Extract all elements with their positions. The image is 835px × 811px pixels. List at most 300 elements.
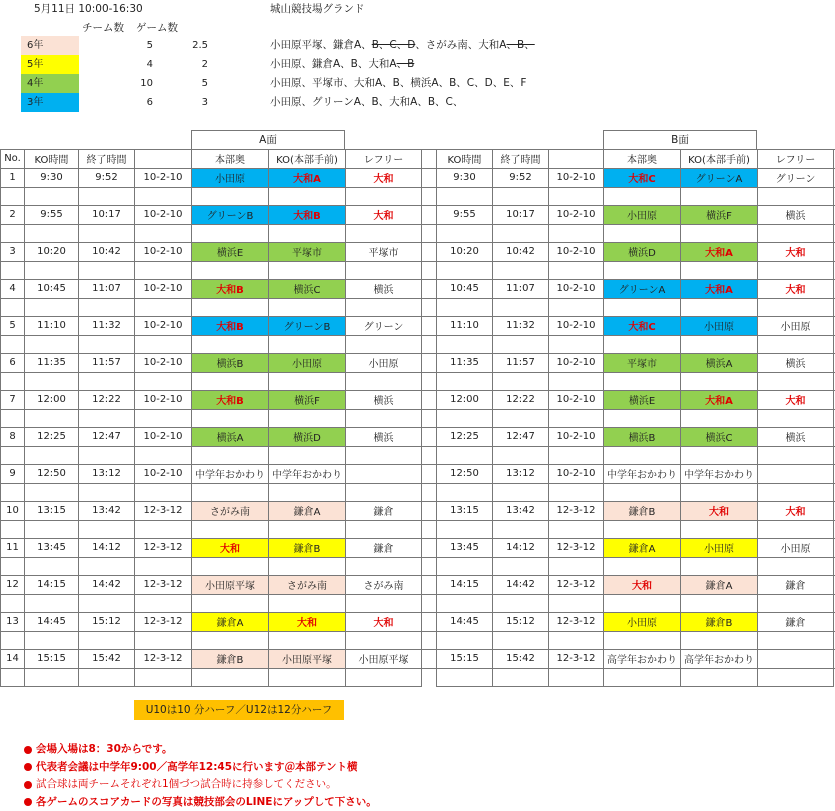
end-time: 10:17	[78, 205, 134, 224]
table-cell	[268, 483, 345, 501]
match-number: 11	[0, 538, 24, 557]
header-format	[548, 149, 603, 168]
end-time: 14:12	[492, 538, 548, 557]
table-cell	[78, 594, 134, 612]
end-time: 13:42	[78, 501, 134, 520]
table-row	[0, 538, 835, 557]
header-home-side: 本部奥	[603, 149, 680, 168]
note-item	[24, 776, 377, 794]
table-cell	[24, 483, 78, 501]
away-team: 大和A	[680, 242, 757, 261]
header-front-side: KO(本部手前)	[268, 149, 345, 168]
referee: 鎌倉	[757, 575, 834, 594]
kickoff-time: 11:10	[436, 316, 492, 335]
match-format: 10-2-10	[134, 168, 191, 187]
match-number: 12	[0, 575, 24, 594]
kickoff-time: 13:45	[24, 538, 78, 557]
table-cell	[436, 483, 492, 501]
away-team: 大和A	[680, 279, 757, 298]
kickoff-time: 12:50	[24, 464, 78, 483]
notes-list	[24, 741, 377, 811]
table-cell	[134, 631, 191, 649]
table-cell	[24, 335, 78, 353]
table-cell	[134, 594, 191, 612]
kickoff-time: 9:30	[24, 168, 78, 187]
table-cell	[78, 298, 134, 316]
table-cell	[134, 187, 191, 205]
end-time: 9:52	[492, 168, 548, 187]
table-cell	[0, 557, 24, 575]
note-item	[24, 741, 377, 759]
referee: 大和	[757, 501, 834, 520]
table-cell	[24, 224, 78, 242]
table-cell	[345, 594, 422, 612]
home-team: 横浜D	[603, 242, 680, 261]
home-team: 鎌倉B	[191, 649, 268, 668]
bullet-icon	[24, 746, 32, 754]
referee: 小田原	[757, 316, 834, 335]
home-team: 鎌倉A	[603, 538, 680, 557]
table-cell	[24, 594, 78, 612]
table-cell	[78, 261, 134, 279]
table-cell	[757, 631, 834, 649]
referee: 大和	[757, 279, 834, 298]
table-cell	[436, 446, 492, 464]
table-cell	[24, 446, 78, 464]
table-cell	[680, 668, 757, 686]
referee: 鎌倉	[757, 612, 834, 631]
match-number: 8	[0, 427, 24, 446]
away-team: 横浜F	[680, 205, 757, 224]
table-cell	[345, 335, 422, 353]
table-row	[0, 649, 835, 668]
game-count: 2	[201, 59, 208, 70]
team-text: 小田原、鎌倉A、B、大和A	[270, 58, 397, 70]
table-cell	[548, 483, 603, 501]
table-cell	[548, 631, 603, 649]
table-cell	[548, 224, 603, 242]
bullet-icon	[24, 798, 32, 806]
match-format: 10-2-10	[134, 390, 191, 409]
table-cell	[436, 520, 492, 538]
table-cell	[0, 446, 24, 464]
table-cell	[436, 224, 492, 242]
match-format: 10-2-10	[134, 353, 191, 372]
table-cell	[191, 668, 268, 686]
home-team: 横浜E	[603, 390, 680, 409]
table-cell	[680, 520, 757, 538]
grade-summary-row	[21, 93, 835, 112]
withdrawn-team-text: B、C、D	[371, 39, 416, 51]
home-team: 小田原	[603, 205, 680, 224]
table-cell	[603, 224, 680, 242]
table-cell	[134, 668, 191, 686]
table-cell	[78, 668, 134, 686]
header-format	[134, 149, 191, 168]
match-format: 10-2-10	[134, 279, 191, 298]
kickoff-time: 12:00	[436, 390, 492, 409]
table-cell	[548, 409, 603, 427]
table-cell	[191, 483, 268, 501]
game-count: 2.5	[192, 40, 208, 51]
table-cell	[345, 409, 422, 427]
table-cell	[757, 187, 834, 205]
match-format: 12-3-12	[548, 612, 603, 631]
kickoff-time: 9:55	[24, 205, 78, 224]
table-cell	[345, 372, 422, 390]
game-count: 5	[201, 78, 208, 89]
home-team: さがみ南	[191, 501, 268, 520]
table-cell	[492, 372, 548, 390]
table-cell	[492, 446, 548, 464]
withdrawn-team-text: 、B	[396, 58, 415, 70]
home-team: 中学年おかわり	[191, 464, 268, 483]
table-cell	[603, 594, 680, 612]
table-cell	[603, 520, 680, 538]
home-team: 横浜B	[603, 427, 680, 446]
match-format: 10-2-10	[548, 205, 603, 224]
kickoff-time: 15:15	[24, 649, 78, 668]
table-cell	[345, 483, 422, 501]
table-cell	[0, 594, 24, 612]
match-format: 10-2-10	[548, 427, 603, 446]
table-cell	[134, 261, 191, 279]
referee: 横浜	[757, 353, 834, 372]
kickoff-time: 14:15	[436, 575, 492, 594]
table-cell	[191, 372, 268, 390]
away-team: 平塚市	[268, 242, 345, 261]
referee: 大和	[757, 242, 834, 261]
team-count: 10	[140, 78, 153, 89]
table-cell	[603, 261, 680, 279]
table-cell	[548, 668, 603, 686]
table-cell	[548, 261, 603, 279]
match-number: 7	[0, 390, 24, 409]
table-cell	[345, 187, 422, 205]
court-a-header: A面	[191, 130, 345, 149]
grade-label: 3年	[21, 93, 79, 112]
kickoff-time: 10:20	[24, 242, 78, 261]
table-cell	[191, 557, 268, 575]
table-cell	[78, 446, 134, 464]
kickoff-time: 11:35	[436, 353, 492, 372]
home-team: 大和B	[191, 390, 268, 409]
home-team: 小田原	[191, 168, 268, 187]
table-cell	[0, 668, 24, 686]
table-cell	[24, 372, 78, 390]
table-cell	[436, 187, 492, 205]
table-cell	[757, 335, 834, 353]
away-team: 小田原	[680, 316, 757, 335]
end-time: 11:57	[492, 353, 548, 372]
table-cell	[603, 409, 680, 427]
match-format: 12-3-12	[548, 649, 603, 668]
table-cell	[78, 372, 134, 390]
match-format: 10-2-10	[134, 464, 191, 483]
halftime-note: U10は10 分ハーフ／U12は12分ハーフ	[134, 700, 344, 720]
table-cell	[0, 483, 24, 501]
away-team: 横浜F	[268, 390, 345, 409]
table-cell	[78, 409, 134, 427]
end-time: 13:12	[78, 464, 134, 483]
table-cell	[268, 520, 345, 538]
end-time: 11:32	[78, 316, 134, 335]
referee: 横浜	[345, 390, 422, 409]
table-cell	[24, 261, 78, 279]
grade-label: 5年	[21, 55, 79, 74]
referee: グリーン	[345, 316, 422, 335]
team-text: 、さがみ南、大和A	[415, 39, 507, 51]
end-time: 14:42	[78, 575, 134, 594]
table-cell	[191, 298, 268, 316]
table-cell	[680, 557, 757, 575]
note-text: 会場入場は8：30からです。	[36, 743, 173, 755]
referee: さがみ南	[345, 575, 422, 594]
kickoff-time: 13:15	[436, 501, 492, 520]
table-cell	[492, 520, 548, 538]
table-cell	[603, 187, 680, 205]
referee: グリーン	[757, 168, 834, 187]
table-cell	[492, 187, 548, 205]
table-cell	[0, 520, 24, 538]
table-cell	[436, 631, 492, 649]
table-cell	[78, 557, 134, 575]
end-time: 14:12	[78, 538, 134, 557]
table-cell	[78, 520, 134, 538]
end-time: 10:42	[78, 242, 134, 261]
table-cell	[134, 409, 191, 427]
match-number: 2	[0, 205, 24, 224]
team-list	[270, 74, 526, 93]
away-team: 横浜C	[268, 279, 345, 298]
table-cell	[0, 187, 24, 205]
table-cell	[603, 668, 680, 686]
kickoff-time: 10:45	[24, 279, 78, 298]
match-number: 5	[0, 316, 24, 335]
grade-label: 4年	[21, 74, 79, 93]
table-row	[0, 316, 835, 335]
kickoff-time: 14:45	[436, 612, 492, 631]
match-format: 10-2-10	[548, 168, 603, 187]
team-count: 5	[146, 40, 153, 51]
referee	[757, 649, 834, 668]
kickoff-time: 10:20	[436, 242, 492, 261]
table-cell	[680, 298, 757, 316]
table-cell	[548, 372, 603, 390]
table-row	[0, 668, 835, 686]
table-cell	[268, 668, 345, 686]
court-b-header: B面	[603, 130, 757, 149]
table-row	[0, 261, 835, 279]
header-end-time: 終了時間	[492, 149, 548, 168]
table-cell	[345, 520, 422, 538]
referee	[345, 464, 422, 483]
table-row	[0, 446, 835, 464]
match-format: 12-3-12	[134, 612, 191, 631]
table-cell	[0, 224, 24, 242]
table-cell	[191, 187, 268, 205]
referee: 鎌倉	[345, 501, 422, 520]
table-cell	[134, 483, 191, 501]
games-count-header: ゲーム数	[136, 22, 178, 34]
table-cell	[757, 594, 834, 612]
away-team: 鎌倉B	[268, 538, 345, 557]
table-cell	[268, 594, 345, 612]
table-cell	[680, 446, 757, 464]
table-row	[0, 224, 835, 242]
table-row	[0, 335, 835, 353]
match-format: 12-3-12	[548, 575, 603, 594]
table-cell	[134, 446, 191, 464]
match-number: 10	[0, 501, 24, 520]
table-cell	[757, 409, 834, 427]
event-date-time: 5月11日 10:00-16:30	[34, 3, 143, 15]
away-team: グリーンB	[268, 316, 345, 335]
away-team: 鎌倉B	[680, 612, 757, 631]
end-time: 12:22	[78, 390, 134, 409]
away-team: 中学年おかわり	[268, 464, 345, 483]
note-item	[24, 759, 377, 777]
table-cell	[436, 372, 492, 390]
table-cell	[492, 483, 548, 501]
table-cell	[78, 335, 134, 353]
table-cell	[603, 335, 680, 353]
team-list	[270, 55, 414, 74]
referee: 大和	[345, 205, 422, 224]
referee: 平塚市	[345, 242, 422, 261]
table-cell	[680, 372, 757, 390]
end-time: 14:42	[492, 575, 548, 594]
end-time: 11:32	[492, 316, 548, 335]
table-cell	[436, 298, 492, 316]
header-ko-time: KO時間	[436, 149, 492, 168]
home-team: 大和C	[603, 316, 680, 335]
team-count: 6	[146, 97, 153, 108]
match-number: 14	[0, 649, 24, 668]
table-cell	[134, 224, 191, 242]
table-cell	[757, 224, 834, 242]
home-team: 大和	[191, 538, 268, 557]
referee: 大和	[757, 390, 834, 409]
table-cell	[0, 631, 24, 649]
table-cell	[757, 483, 834, 501]
table-cell	[345, 298, 422, 316]
game-count: 3	[201, 97, 208, 108]
table-cell	[492, 557, 548, 575]
team-count: 4	[146, 59, 153, 70]
kickoff-time: 14:15	[24, 575, 78, 594]
referee: 横浜	[757, 427, 834, 446]
withdrawn-team-text: 、B、	[506, 39, 535, 51]
header-front-side: KO(本部手前)	[680, 149, 757, 168]
match-format: 12-3-12	[134, 649, 191, 668]
table-cell	[436, 409, 492, 427]
table-cell	[191, 335, 268, 353]
table-cell	[680, 631, 757, 649]
grade-label: 6年	[21, 36, 79, 55]
table-cell	[24, 298, 78, 316]
table-cell	[268, 372, 345, 390]
away-team: 大和	[680, 501, 757, 520]
home-team: 横浜A	[191, 427, 268, 446]
table-cell	[24, 631, 78, 649]
match-format: 12-3-12	[134, 501, 191, 520]
end-time: 10:17	[492, 205, 548, 224]
table-cell	[492, 224, 548, 242]
kickoff-time: 15:15	[436, 649, 492, 668]
referee: 鎌倉	[345, 538, 422, 557]
team-text: 小田原、平塚市、大和A、B、横浜A、B、C、D、E、F	[270, 77, 527, 89]
match-number: 13	[0, 612, 24, 631]
table-row	[0, 390, 835, 409]
home-team: 小田原平塚	[191, 575, 268, 594]
table-cell	[436, 557, 492, 575]
away-team: 大和	[268, 612, 345, 631]
end-time: 13:42	[492, 501, 548, 520]
table-cell	[548, 594, 603, 612]
end-time: 9:52	[78, 168, 134, 187]
kickoff-time: 9:30	[436, 168, 492, 187]
match-format: 10-2-10	[548, 316, 603, 335]
table-cell	[548, 298, 603, 316]
match-format: 10-2-10	[548, 279, 603, 298]
table-cell	[680, 409, 757, 427]
table-cell	[757, 557, 834, 575]
table-cell	[24, 520, 78, 538]
table-cell	[603, 372, 680, 390]
table-row	[0, 464, 835, 483]
table-cell	[268, 187, 345, 205]
table-cell	[757, 372, 834, 390]
match-format: 10-2-10	[548, 353, 603, 372]
table-row	[0, 279, 835, 298]
table-cell	[24, 187, 78, 205]
note-item	[24, 794, 377, 811]
table-cell	[680, 261, 757, 279]
table-cell	[680, 224, 757, 242]
kickoff-time: 11:35	[24, 353, 78, 372]
end-time: 15:42	[492, 649, 548, 668]
header-home-side: 本部奥	[191, 149, 268, 168]
table-cell	[436, 335, 492, 353]
end-time: 12:22	[492, 390, 548, 409]
table-cell	[492, 668, 548, 686]
table-row	[0, 483, 835, 501]
table-cell	[78, 483, 134, 501]
home-team: 平塚市	[603, 353, 680, 372]
table-cell	[680, 187, 757, 205]
referee: 横浜	[345, 279, 422, 298]
table-cell	[548, 187, 603, 205]
referee: 大和	[345, 612, 422, 631]
kickoff-time: 9:55	[436, 205, 492, 224]
table-cell	[436, 261, 492, 279]
referee	[757, 464, 834, 483]
table-cell	[603, 483, 680, 501]
table-cell	[757, 261, 834, 279]
table-cell	[24, 557, 78, 575]
kickoff-time: 12:25	[436, 427, 492, 446]
match-format: 10-2-10	[548, 242, 603, 261]
away-team: 大和B	[268, 205, 345, 224]
table-cell	[268, 298, 345, 316]
table-cell	[134, 335, 191, 353]
end-time: 13:12	[492, 464, 548, 483]
home-team: 高学年おかわり	[603, 649, 680, 668]
table-row	[0, 298, 835, 316]
bullet-icon	[24, 781, 32, 789]
note-text: 試合球は両チームそれぞれ1個づつ試合時に持参してください。	[36, 778, 337, 790]
